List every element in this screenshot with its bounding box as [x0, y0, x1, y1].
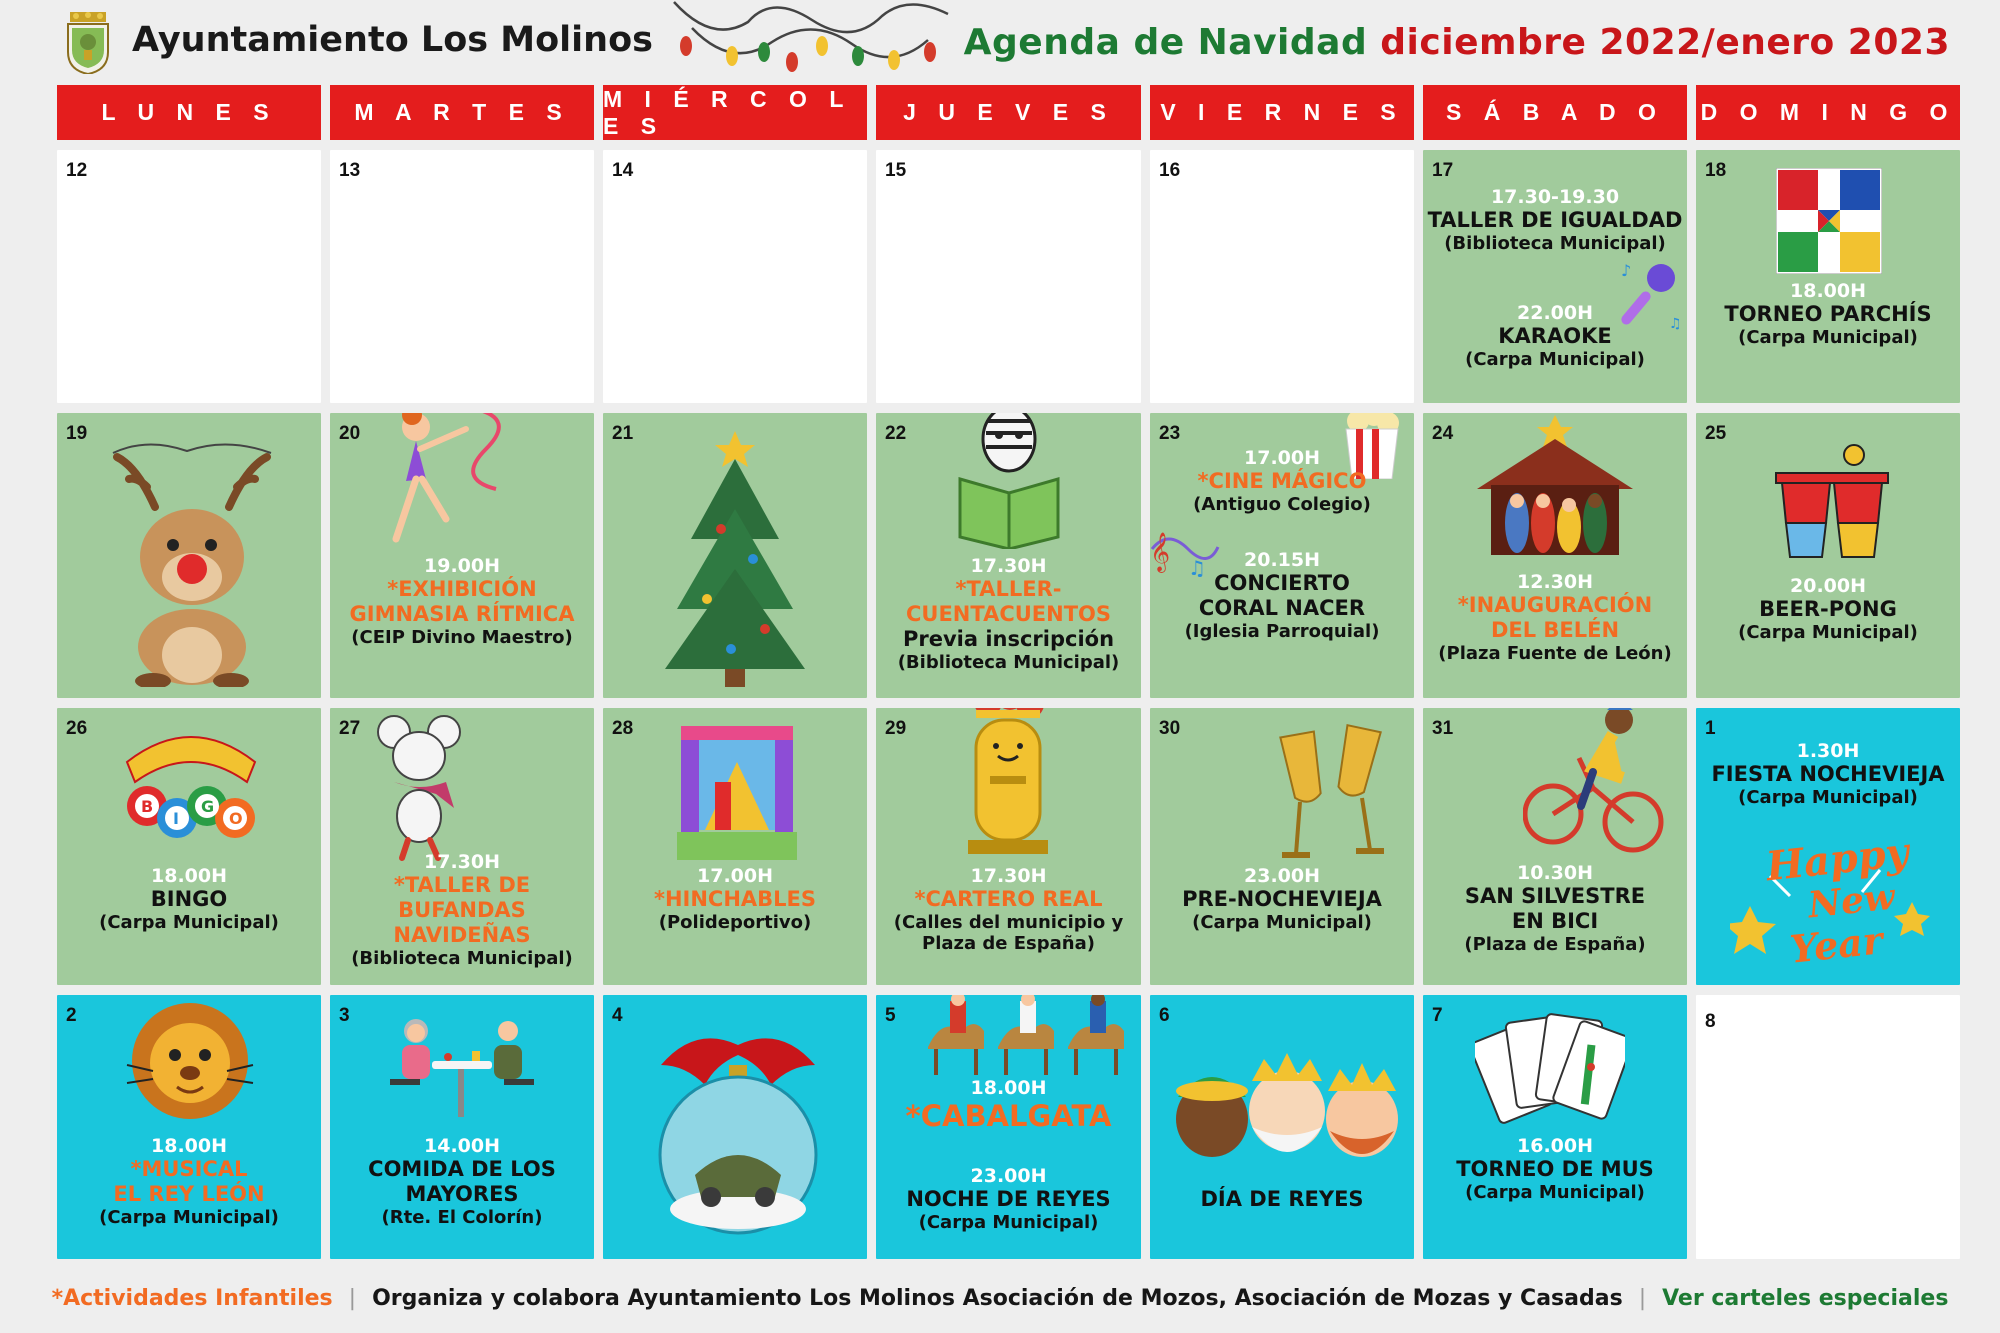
event-place: (Carpa Municipal) [1192, 912, 1372, 934]
event-title: BINGO [150, 887, 228, 912]
event-title: FIESTA NOCHEVIEJA [1711, 762, 1945, 787]
event-time: 18.00H [1790, 280, 1866, 302]
event-place: (Iglesia Parroquial) [1184, 620, 1380, 642]
event-place: (Carpa Municipal) [1738, 622, 1918, 644]
weekday-header-monday: L U N E S [57, 85, 321, 140]
event-musical-rey-leon [57, 1135, 321, 1228]
calendar-day-25 [1696, 413, 1960, 698]
svg-text:𝄞: 𝄞 [1150, 532, 1171, 572]
weekday-header-friday: V I E R N E S [1150, 85, 1414, 140]
event-place: (Carpa Municipal) [1738, 787, 1918, 809]
event-title: BUFANDAS NAVIDEÑAS [393, 898, 531, 947]
weekday-header-sunday: D O M I N G O [1696, 85, 1960, 140]
day-number: 26 [66, 718, 88, 739]
event-title: EN BICI [1511, 909, 1599, 934]
event-time: 23.00H [970, 1165, 1047, 1187]
day-number: 28 [612, 718, 634, 739]
event-cine-magico [1150, 447, 1414, 515]
event-place: (Polideportivo) [658, 912, 812, 934]
calendar-day-29 [876, 708, 1141, 985]
calendar-day-26 [57, 708, 321, 985]
day-number: 19 [66, 423, 88, 444]
calendar-day-2 [57, 995, 321, 1259]
event-title: TORNEO DE MUS [1456, 1157, 1654, 1182]
day-number: 21 [612, 423, 634, 444]
calendar-day-7 [1423, 995, 1687, 1259]
day-number: 6 [1159, 1005, 1170, 1026]
footer-separator: | [348, 1285, 357, 1311]
day-number: 13 [339, 160, 361, 181]
calendar-day-24 [1423, 413, 1687, 698]
event-title: CONCIERTO [1214, 571, 1350, 596]
day-number: 18 [1705, 160, 1727, 181]
event-time: 17.30H [970, 555, 1047, 577]
footer-special-posters-link[interactable]: Ver carteles especiales [1662, 1285, 1949, 1311]
event-bingo [57, 865, 321, 933]
christmas-tree-icon [661, 429, 809, 689]
three-wise-men-faces-icon [1172, 1047, 1402, 1167]
event-time: 17.30-19.30 [1490, 186, 1620, 208]
svg-text:O: O [229, 809, 243, 828]
event-title: CORAL NACER [1198, 596, 1366, 621]
day-number: 1 [1705, 718, 1716, 739]
bouncy-castle-icon [675, 722, 799, 862]
royal-mailbox-icon [958, 708, 1058, 856]
calendar-day-14 [603, 150, 867, 403]
day-number: 16 [1159, 160, 1181, 181]
event-pre-nochevieja [1150, 865, 1414, 933]
event-hinchables [603, 865, 867, 933]
calendar-day-31 [1423, 708, 1687, 985]
event-cabalgata [876, 1077, 1141, 1134]
event-time: 16.00H [1517, 1135, 1593, 1157]
day-number: 27 [339, 718, 361, 739]
day-number: 15 [885, 160, 907, 181]
calendar-day-12 [57, 150, 321, 403]
weekday-header-saturday: S Á B A D O [1423, 85, 1687, 140]
event-exhibicion-gimnasia [330, 555, 594, 648]
page-footer [0, 1280, 2000, 1316]
event-title: *CARTERO REAL [914, 887, 1103, 912]
footer-infantil-note: *Actividades Infantiles [51, 1285, 333, 1311]
calendar-day-3 [330, 995, 594, 1259]
day-number: 25 [1705, 423, 1727, 444]
lion-icon [123, 999, 257, 1123]
calendar-day-20 [330, 413, 594, 698]
day-number: 30 [1159, 718, 1181, 739]
event-time: 22.00H [1517, 302, 1593, 324]
calendar-day-22 [876, 413, 1141, 698]
event-title: MAYORES [405, 1182, 519, 1207]
event-noche-de-reyes [876, 1165, 1141, 1233]
event-title: GIMNASIA RÍTMICA [349, 602, 575, 627]
event-cartero-real [876, 865, 1141, 955]
footer-organizers: Organiza y colabora Ayuntamiento Los Molinos Asociación de Mozos, Asociación de Mozas y Casadas [372, 1285, 1623, 1311]
calendar-day-17 [1423, 150, 1687, 403]
event-title: NOCHE DE REYES [906, 1187, 1111, 1212]
event-time: 18.00H [151, 1135, 227, 1157]
day-number: 8 [1705, 1011, 1716, 1032]
calendar-day-5 [876, 995, 1141, 1259]
event-title: *CINE MÁGICO [1197, 469, 1367, 494]
day-number: 22 [885, 423, 907, 444]
day-number: 7 [1432, 1005, 1443, 1026]
calendar-day-15 [876, 150, 1141, 403]
beer-pong-cups-icon [1772, 443, 1892, 559]
calendar-day-4 [603, 995, 867, 1259]
event-place: Plaza de España) [922, 933, 1095, 955]
event-concierto-coral [1150, 549, 1414, 642]
day-number: 24 [1432, 423, 1454, 444]
christmas-ornament-icon [655, 1025, 821, 1241]
event-time: 20.00H [1790, 575, 1866, 597]
svg-text:♫: ♫ [1669, 316, 1682, 332]
event-title: DÍA DE REYES [1200, 1187, 1364, 1211]
event-place: (Rte. El Colorín) [381, 1206, 543, 1228]
calendar-day-30 [1150, 708, 1414, 985]
event-title: *TALLER- [955, 577, 1062, 602]
calendar-day-1 [1696, 708, 1960, 985]
reindeer-icon [107, 437, 277, 687]
event-karaoke [1423, 302, 1687, 370]
event-place: (Plaza de España) [1464, 933, 1646, 955]
event-place: (Biblioteca Municipal) [351, 947, 573, 969]
cyclist-icon [1523, 708, 1667, 862]
event-comida-mayores [330, 1135, 594, 1228]
svg-text:I: I [173, 809, 179, 828]
three-kings-camels-icon [922, 995, 1132, 1077]
event-place: (Antiguo Colegio) [1193, 494, 1371, 516]
event-title: *HINCHABLES [653, 887, 817, 912]
svg-text:B: B [141, 797, 154, 816]
happy-text: Happy [1763, 828, 1911, 891]
event-title: *TALLER DE [393, 873, 531, 898]
event-beer-pong [1696, 575, 1960, 643]
agenda-title [964, 22, 1950, 63]
weekday-header-wednesday: M I É R C O L E S [603, 85, 867, 140]
organization-title: Ayuntamiento Los Molinos [132, 20, 653, 60]
day-number: 14 [612, 160, 634, 181]
day-number: 3 [339, 1005, 350, 1026]
svg-text:♪: ♪ [1621, 261, 1632, 280]
day-number: 4 [612, 1005, 623, 1026]
day-number: 12 [66, 160, 88, 181]
event-inauguracion-belen [1423, 571, 1687, 664]
event-place: (Calles del municipio y [893, 912, 1124, 934]
event-title: SAN SILVESTRE [1464, 884, 1646, 909]
event-place: (Biblioteca Municipal) [897, 651, 1120, 673]
event-title: *MUSICAL [130, 1157, 248, 1182]
event-time: 17.00H [697, 865, 773, 887]
event-title: *CABALGATA [905, 1099, 1112, 1134]
calendar-day-19 [57, 413, 321, 698]
event-place: (Carpa Municipal) [1465, 349, 1645, 371]
day-number: 5 [885, 1005, 896, 1026]
weekday-header-tuesday: M A R T E S [330, 85, 594, 140]
event-time: 17.30H [970, 865, 1047, 887]
event-time: 17.30H [424, 851, 500, 873]
agenda-title-prefix: Agenda de Navidad [963, 22, 1368, 63]
event-title: TORNEO PARCHÍS [1724, 302, 1932, 327]
event-place: (Plaza Fuente de León) [1438, 642, 1672, 664]
event-time: 10.30H [1517, 862, 1593, 884]
agenda-title-dates: diciembre 2022/enero 2023 [1380, 22, 1950, 63]
new-text: New [1806, 875, 1897, 927]
event-place: (Biblioteca Municipal) [1444, 233, 1666, 255]
event-san-silvestre [1423, 862, 1687, 955]
event-time: 17.00H [1244, 447, 1320, 469]
event-taller-bufandas [330, 851, 594, 969]
event-taller-igualdad [1423, 186, 1687, 254]
event-title: EL REY LEÓN [113, 1182, 265, 1207]
event-place: (CEIP Divino Maestro) [351, 626, 573, 648]
year-text: Year [1787, 917, 1885, 972]
event-place: (Carpa Municipal) [1738, 327, 1918, 349]
parchis-board-icon [1776, 168, 1882, 274]
calendar-day-16 [1150, 150, 1414, 403]
event-title: TALLER DE IGUALDAD [1427, 208, 1683, 233]
event-title: COMIDA DE LOS [368, 1157, 556, 1182]
event-fiesta-nochevieja [1696, 740, 1960, 808]
event-dia-de-reyes [1150, 1187, 1414, 1212]
weekday-header-thursday: J U E V E S [876, 85, 1141, 140]
event-title: PRE-NOCHEVIEJA [1182, 887, 1382, 912]
calendar-day-23 [1150, 413, 1414, 698]
svg-text:♫: ♫ [1188, 556, 1206, 579]
event-torneo-mus [1423, 1135, 1687, 1203]
event-time: 14.00H [424, 1135, 500, 1157]
bingo-icon [121, 722, 261, 852]
event-place: (Carpa Municipal) [99, 912, 279, 934]
event-time: 19.00H [424, 555, 500, 577]
nativity-scene-icon [1475, 413, 1635, 555]
event-title: KARAOKE [1498, 324, 1612, 349]
coat-of-arms-icon [66, 12, 110, 74]
event-title: CUENTACUENTOS [905, 602, 1112, 627]
calendar-day-6 [1150, 995, 1414, 1259]
day-number: 23 [1159, 423, 1181, 444]
event-place: (Carpa Municipal) [99, 1206, 279, 1228]
day-number: 2 [66, 1005, 77, 1026]
event-title: DEL BELÉN [1490, 618, 1620, 643]
event-title: *INAUGURACIÓN [1457, 593, 1653, 618]
calendar-day-27 [330, 708, 594, 985]
day-number: 31 [1432, 718, 1454, 739]
event-time: 23.00H [1244, 865, 1320, 887]
day-number: 29 [885, 718, 907, 739]
svg-text:G: G [201, 797, 215, 816]
happy-new-year-graphic [1730, 828, 1930, 976]
event-title: *EXHIBICIÓN [387, 577, 537, 602]
champagne-glasses-icon [1276, 718, 1386, 868]
event-time: 18.00H [970, 1077, 1047, 1099]
event-time: 20.15H [1244, 549, 1320, 571]
zebra-reading-book-icon [954, 413, 1064, 549]
event-time: 12.30H [1517, 571, 1593, 593]
calendar-day-18 [1696, 150, 1960, 403]
playing-cards-icon [1475, 1007, 1625, 1131]
calendar-day-28 [603, 708, 867, 985]
day-number: 17 [1432, 160, 1454, 181]
event-torneo-parchis [1696, 280, 1960, 348]
event-place: (Carpa Municipal) [1465, 1182, 1645, 1204]
page-header [0, 0, 2000, 85]
seniors-eating-icon [388, 1015, 536, 1119]
event-time: 1.30H [1796, 740, 1860, 762]
calendar-day-21 [603, 413, 867, 698]
event-place: (Carpa Municipal) [918, 1212, 1099, 1234]
footer-separator: | [1638, 1285, 1647, 1311]
day-number: 20 [339, 423, 361, 444]
christmas-lights-decoration [672, 0, 952, 78]
event-note: Previa inscripción [902, 626, 1115, 651]
event-title: BEER-PONG [1759, 597, 1897, 622]
event-time: 18.00H [151, 865, 227, 887]
event-taller-cuentacuentos [876, 555, 1141, 673]
mouse-with-scarf-icon [364, 712, 484, 862]
calendar-day-13 [330, 150, 594, 403]
calendar-day-8 [1696, 995, 1960, 1259]
gymnast-icon [376, 413, 526, 549]
